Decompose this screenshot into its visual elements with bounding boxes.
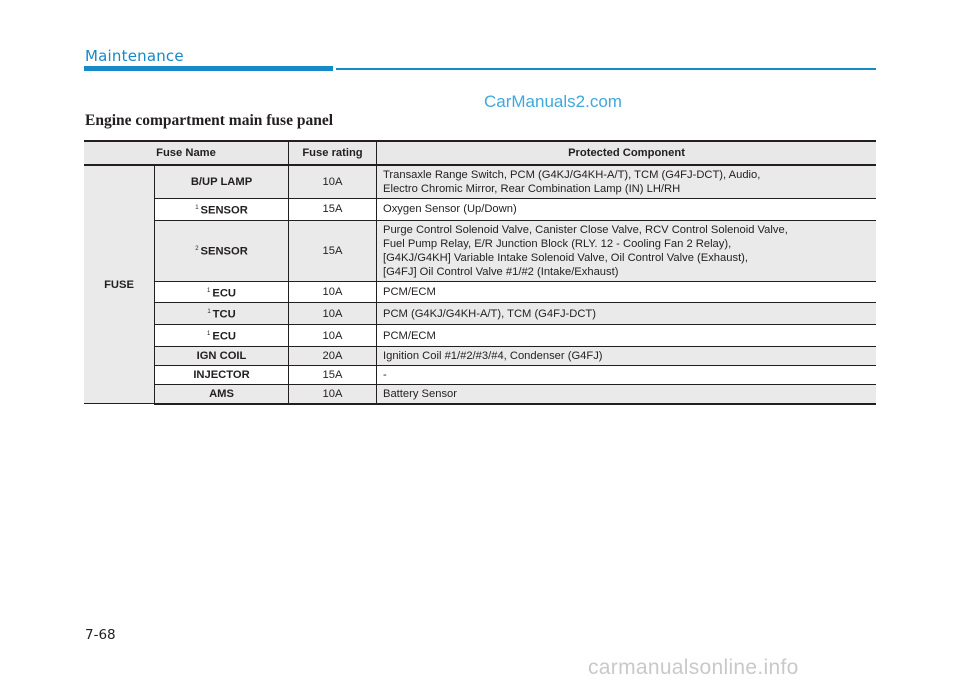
- header-rule-thick: [84, 66, 333, 71]
- table-row: [84, 384, 876, 404]
- fuse-name-prefix: 1: [195, 205, 199, 211]
- protected-component-line: [G4KJ/G4KH] Variable Intake Solenoid Valve, Oil Control Valve (Exhaust),: [383, 251, 749, 264]
- fuse-name-prefix: 1: [207, 309, 211, 316]
- fuse-rating-cell: 10A: [289, 281, 377, 303]
- page-heading: Engine compartment main fuse panel: [85, 112, 333, 129]
- table-row: [84, 199, 876, 221]
- table-row: [84, 325, 876, 347]
- table-header-row: [84, 141, 876, 165]
- fuse-rating-cell: 15A: [289, 199, 377, 221]
- protected-component-line: Purge Control Solenoid Valve, Canister Close Valve, RCV Control Solenoid Valve,: [383, 223, 788, 236]
- table-row: [84, 281, 876, 303]
- protected-component-line: Transaxle Range Switch, PCM (G4KJ/G4KH-A/T), TCM (G4FJ-DCT), Audio,: [383, 169, 761, 181]
- protected-component-line: Oxygen Sensor (Up/Down): [383, 203, 517, 216]
- fuse-name-cell: [155, 346, 289, 365]
- fuse-name-prefix: 1: [207, 287, 211, 294]
- fuse-name: B/UP LAMP: [190, 176, 253, 188]
- section-title: Maintenance: [85, 47, 184, 65]
- fuse-name: AMS: [209, 387, 234, 400]
- protected-component-cell: [377, 199, 877, 221]
- protected-component-cell: [377, 325, 877, 347]
- fuse-table: [84, 140, 876, 405]
- fuse-name-cell: [155, 220, 289, 281]
- fuse-rating-cell: 15A: [289, 365, 377, 384]
- table-row: [84, 165, 876, 199]
- header-rule-thin: [336, 68, 876, 70]
- fuse-rating-cell: 15A: [289, 220, 377, 281]
- protected-component-line: Ignition Coil #1/#2/#3/#4, Condenser (G4FJ): [383, 349, 603, 362]
- table-row: [84, 220, 876, 281]
- fuse-name-cell: [155, 281, 289, 303]
- column-header-protected-component: Protected Component: [377, 141, 877, 165]
- protected-component-line: Battery Sensor: [383, 387, 457, 400]
- protected-component-line: PCM (G4KJ/G4KH-A/T), TCM (G4FJ-DCT): [383, 307, 596, 320]
- fuse-name-prefix: 1: [207, 331, 211, 338]
- protected-component-cell: [377, 346, 877, 365]
- protected-component-line: Fuel Pump Relay, E/R Junction Block (RLY. 12 - Cooling Fan 2 Relay),: [383, 237, 732, 250]
- protected-component-line: PCM/ECM: [383, 329, 436, 342]
- fuse-rating-cell: 10A: [289, 303, 377, 325]
- watermark-top[interactable]: CarManuals2.com: [484, 92, 622, 111]
- fuse-name: IGN COIL: [196, 349, 247, 362]
- watermark-bottom[interactable]: carmanualsonline.info: [588, 656, 799, 679]
- fuse-name-cell: [155, 199, 289, 221]
- protected-component-line: Electro Chromic Mirror, Rear Combination Lamp (IN) LH/RH: [383, 183, 681, 195]
- fuse-rating-cell: 10A: [289, 384, 377, 404]
- fuse-name: ECU: [212, 287, 236, 300]
- fuse-name: SENSOR: [200, 246, 248, 259]
- fuse-rating-cell: 20A: [289, 346, 377, 365]
- column-header-fuse-name: Fuse Name: [84, 141, 289, 165]
- protected-component-line: [G4FJ] Oil Control Valve #1/#2 (Intake/Exhaust): [383, 265, 619, 278]
- protected-component-cell: [377, 384, 877, 404]
- protected-component-cell: [377, 220, 877, 281]
- table-row: [84, 365, 876, 384]
- fuse-name-cell: [155, 165, 289, 199]
- protected-component-line: -: [383, 368, 387, 381]
- fuse-name: INJECTOR: [193, 368, 250, 381]
- fuse-table-body: [84, 165, 876, 404]
- fuse-name: SENSOR: [200, 204, 248, 217]
- protected-component-line: PCM/ECM: [383, 286, 436, 299]
- fuse-name-cell: [155, 303, 289, 325]
- protected-component-cell: [377, 281, 877, 303]
- protected-component-cell: [377, 303, 877, 325]
- column-header-fuse-rating: Fuse rating: [289, 141, 377, 165]
- fuse-group-label: FUSE: [84, 165, 155, 404]
- page-number: 7-68: [85, 627, 116, 643]
- fuse-name: ECU: [212, 330, 236, 343]
- fuse-name-cell: [155, 384, 289, 404]
- fuse-name-cell: [155, 325, 289, 347]
- table-row: [84, 346, 876, 365]
- fuse-rating-cell: 10A: [289, 165, 377, 199]
- fuse-rating-cell: 10A: [289, 325, 377, 347]
- fuse-name-prefix: 2: [195, 246, 199, 253]
- fuse-name-cell: [155, 365, 289, 384]
- fuse-name: TCU: [212, 309, 236, 322]
- table-row: [84, 303, 876, 325]
- protected-component-cell: [377, 365, 877, 384]
- protected-component-cell: [377, 165, 877, 199]
